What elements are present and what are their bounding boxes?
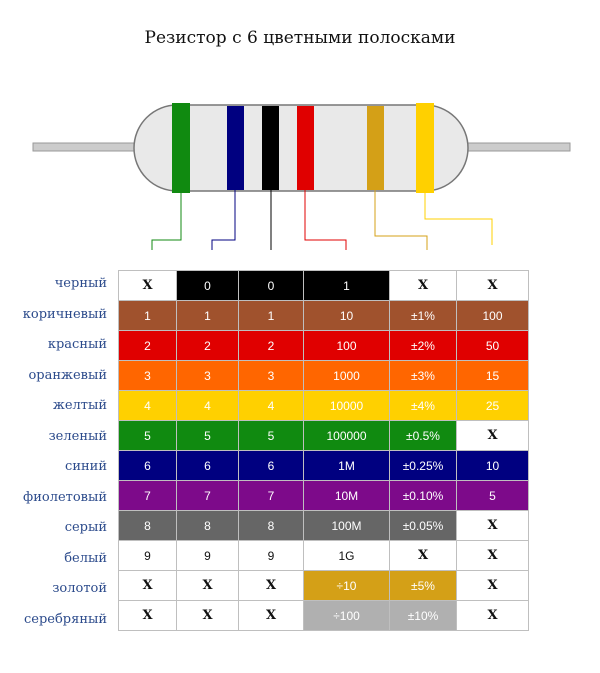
table-cell: X bbox=[177, 601, 239, 631]
table-row bbox=[119, 481, 529, 511]
table-cell: X bbox=[119, 271, 177, 301]
table-row bbox=[119, 571, 529, 601]
table-cell: ±0.10% bbox=[390, 481, 457, 511]
table-cell: 1M bbox=[304, 451, 390, 481]
table-row bbox=[119, 361, 529, 391]
band-1-green bbox=[172, 103, 190, 193]
row-label: золотой bbox=[52, 581, 107, 596]
table-cell: 1000 bbox=[304, 361, 390, 391]
table-cell: 4 bbox=[239, 391, 304, 421]
row-label: синий bbox=[65, 459, 107, 474]
band-5-gold bbox=[367, 106, 384, 190]
table-cell: 4 bbox=[177, 391, 239, 421]
table-row bbox=[119, 511, 529, 541]
leader-line-1 bbox=[152, 193, 181, 250]
table-cell: X bbox=[239, 571, 304, 601]
table-cell: 1G bbox=[304, 541, 390, 571]
band-6-yellow bbox=[416, 103, 434, 193]
table-cell: 7 bbox=[239, 481, 304, 511]
table-cell: ±2% bbox=[390, 331, 457, 361]
table-row bbox=[119, 421, 529, 451]
table-row bbox=[119, 301, 529, 331]
table-cell: 2 bbox=[119, 331, 177, 361]
table-cell: 2 bbox=[239, 331, 304, 361]
row-label: серебряный bbox=[23, 611, 107, 627]
table-row bbox=[119, 271, 529, 301]
table-cell: 5 bbox=[457, 481, 529, 511]
table-cell: 0 bbox=[239, 271, 304, 301]
table-cell: 10 bbox=[304, 301, 390, 331]
table-cell: 50 bbox=[457, 331, 529, 361]
table-cell: ±0.05% bbox=[390, 511, 457, 541]
table-cell: 6 bbox=[239, 451, 304, 481]
row-label: желтый bbox=[52, 398, 107, 413]
table-cell: X bbox=[457, 271, 529, 301]
row-label: зеленый bbox=[48, 428, 107, 444]
table-cell: X bbox=[457, 571, 529, 601]
page-title: Резистор с 6 цветными полосками bbox=[144, 28, 456, 48]
table-cell: 8 bbox=[177, 511, 239, 541]
table-cell: 6 bbox=[177, 451, 239, 481]
table-cell: ±0.25% bbox=[390, 451, 457, 481]
table-cell: 0 bbox=[177, 271, 239, 301]
table-cell: 9 bbox=[177, 541, 239, 571]
band-3-black bbox=[262, 106, 279, 190]
row-label: черный bbox=[54, 276, 107, 291]
row-label: фиолетовый bbox=[23, 489, 107, 505]
table-cell: X bbox=[239, 601, 304, 631]
table-cell: 100M bbox=[304, 511, 390, 541]
band-4-red bbox=[297, 106, 314, 190]
resistor-lead-right bbox=[458, 143, 570, 151]
row-label: коричневый bbox=[22, 306, 107, 322]
table-cell: ±0.5% bbox=[390, 421, 457, 451]
table-cell: X bbox=[390, 541, 457, 571]
table-cell: X bbox=[390, 271, 457, 301]
table-cell: X bbox=[457, 421, 529, 451]
table-row bbox=[119, 541, 529, 571]
resistor-lead-left bbox=[33, 143, 143, 151]
row-label: оранжевый bbox=[28, 367, 107, 383]
table-cell: 7 bbox=[119, 481, 177, 511]
color-code-table bbox=[118, 270, 529, 631]
table-cell: 1 bbox=[239, 301, 304, 331]
table-cell: ÷10 bbox=[304, 571, 390, 601]
table-cell: 3 bbox=[177, 361, 239, 391]
table-cell: 1 bbox=[177, 301, 239, 331]
table-cell: 8 bbox=[239, 511, 304, 541]
table-cell: 100000 bbox=[304, 421, 390, 451]
table-cell: 8 bbox=[119, 511, 177, 541]
table-cell: 4 bbox=[119, 391, 177, 421]
table-cell: X bbox=[457, 601, 529, 631]
table-cell: 6 bbox=[119, 451, 177, 481]
table-cell: 10 bbox=[457, 451, 529, 481]
band-2-blue bbox=[227, 106, 244, 190]
table-cell: 2 bbox=[177, 331, 239, 361]
table-cell: 100 bbox=[457, 301, 529, 331]
leader-line-2 bbox=[212, 190, 235, 250]
table-cell: X bbox=[119, 601, 177, 631]
table-cell: 1 bbox=[119, 301, 177, 331]
table-row bbox=[119, 451, 529, 481]
table-row bbox=[119, 331, 529, 361]
table-cell: X bbox=[119, 571, 177, 601]
table-cell: X bbox=[457, 541, 529, 571]
leader-line-5 bbox=[375, 190, 427, 250]
table-cell: 3 bbox=[119, 361, 177, 391]
table-cell: 3 bbox=[239, 361, 304, 391]
table-cell: ±10% bbox=[390, 601, 457, 631]
table-cell: X bbox=[177, 571, 239, 601]
table-cell: ±1% bbox=[390, 301, 457, 331]
table-cell: X bbox=[457, 511, 529, 541]
resistor-diagram bbox=[0, 0, 600, 265]
table-cell: ±3% bbox=[390, 361, 457, 391]
table-row bbox=[119, 601, 529, 631]
leader-line-6 bbox=[425, 193, 492, 245]
table-cell: 1 bbox=[304, 271, 390, 301]
table-cell: 15 bbox=[457, 361, 529, 391]
table-cell: ±4% bbox=[390, 391, 457, 421]
table-cell: 7 bbox=[177, 481, 239, 511]
table-cell: 9 bbox=[239, 541, 304, 571]
table-cell: 25 bbox=[457, 391, 529, 421]
row-label: белый bbox=[64, 550, 107, 566]
table-cell: 9 bbox=[119, 541, 177, 571]
table-row bbox=[119, 391, 529, 421]
table-cell: ±5% bbox=[390, 571, 457, 601]
table-cell: 10000 bbox=[304, 391, 390, 421]
table-cell: 5 bbox=[239, 421, 304, 451]
leader-line-4 bbox=[305, 190, 346, 250]
table-cell: 100 bbox=[304, 331, 390, 361]
table-cell: ÷100 bbox=[304, 601, 390, 631]
table-cell: 5 bbox=[177, 421, 239, 451]
table-cell: 5 bbox=[119, 421, 177, 451]
row-label: красный bbox=[47, 337, 107, 352]
row-label: серый bbox=[64, 520, 107, 535]
table-cell: 10M bbox=[304, 481, 390, 511]
